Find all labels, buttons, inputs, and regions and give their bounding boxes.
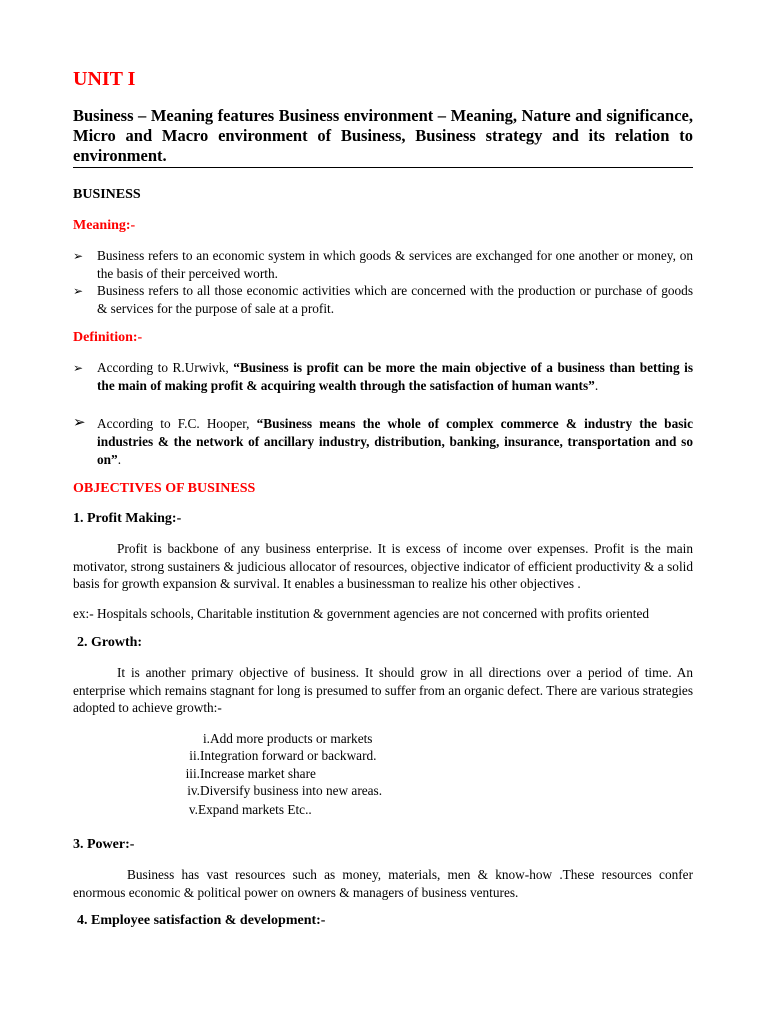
employee-heading: 4. Employee satisfaction & development:- <box>77 913 326 928</box>
power-paragraph: Business has vast resources such as money, materials, men & know-how .These resources confer enormous economic & political power on owners & managers of business ventures. <box>73 867 693 900</box>
syllabus-text: Business – Meaning features Business environment – Meaning, Nature and significance, Micro and Macro environment of Business, Business strategy and its relation to environment. <box>73 106 693 165</box>
unit-title: UNIT I <box>73 68 136 90</box>
growth-heading: 2. Growth: <box>77 635 143 650</box>
list-item: i. Add more products or markets <box>202 731 373 746</box>
list-item: iv. Diversify business into new areas. <box>187 783 383 798</box>
arrow-bullet-icon: ➢ <box>73 249 84 263</box>
divider-rule <box>73 167 693 168</box>
profit-paragraph: Profit is backbone of any business enterprise. It is excess of income over expenses. Profit is the main motivator, strong sustainers & judicious allocator of resources, objective indicator of efficient productivity & a solid basis for growth expansion & survival. It enables a businessman to realize his other objectives . <box>73 541 693 591</box>
objectives-heading: OBJECTIVES OF BUSINESS <box>73 481 256 496</box>
profit-example: ex:- Hospitals schools, Charitable institution & government agencies are not concerned with profits oriented <box>73 606 650 621</box>
list-item: ii. Integration forward or backward. <box>189 748 377 763</box>
arrow-bullet-icon: ➢ <box>73 361 84 375</box>
business-heading: BUSINESS <box>73 187 141 202</box>
list-item: v. Expand markets Etc.. <box>188 802 312 817</box>
power-heading: 3. Power:- <box>73 837 135 852</box>
list-item: iii. Increase market share <box>185 766 316 781</box>
arrow-bullet-icon: ➢ <box>73 413 86 431</box>
definition-bullet: ➢ According to F.C. Hooper, “Business means the whole of complex commerce & industry the basic industries & the network of ancillary industry, distribution, banking, insurance, transportation and so on”. <box>73 413 693 467</box>
profit-heading: 1. Profit Making:- <box>73 511 182 526</box>
growth-paragraph: It is another primary objective of business. It should grow in all directions over a period of time. An enterprise which remains stagnant for long is presumed to suffer from an organic defect. There are various strategies adopted to achieve growth:- <box>73 665 693 715</box>
definition-heading: Definition:- <box>73 330 143 345</box>
meaning-heading: Meaning:- <box>73 218 136 233</box>
arrow-bullet-icon: ➢ <box>73 284 84 298</box>
definition-bullet: ➢ According to R.Urwivk, “Business is profit can be more the main objective of a business than betting is the main of making profit & acquiring wealth through the satisfaction of human wants”. <box>73 360 693 393</box>
meaning-bullet: ➢ Business refers to an economic system in which goods & services are exchanged for one another or money, on the basis of their perceived worth. <box>73 248 693 281</box>
meaning-bullet: ➢ Business refers to all those economic activities which are concerned with the production or purchase of goods & services for the purpose of sale at a profit. <box>73 283 693 316</box>
